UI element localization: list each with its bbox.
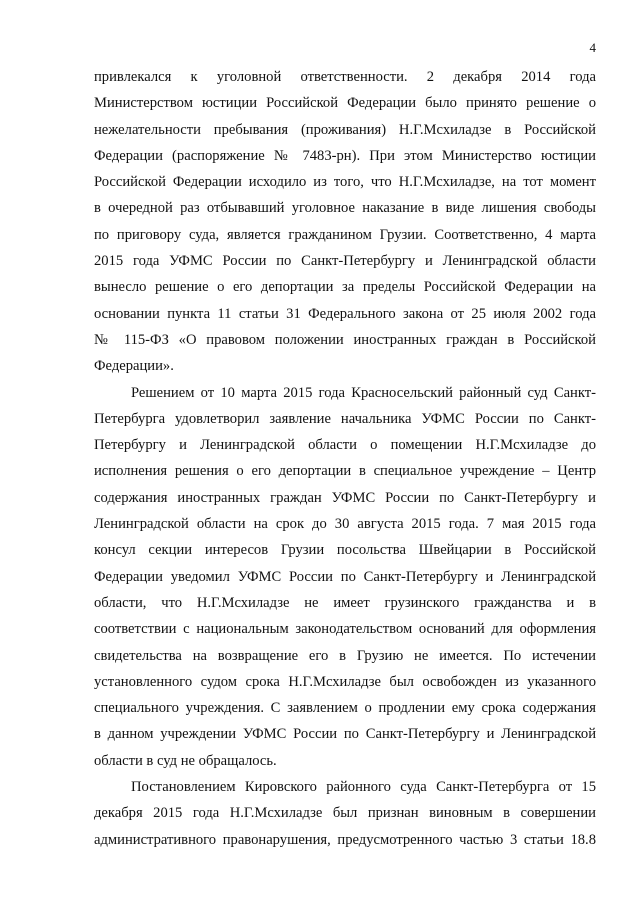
text-line: № 115-ФЗ «О правовом положении иностранных граждан в Российской xyxy=(94,331,596,348)
text-line: Ленинградской области на срок до 30 августа 2015 года. 7 мая 2015 года xyxy=(94,516,596,533)
paragraph-3 xyxy=(94,774,596,853)
text-line: Российской Федерации исходило из того, что Н.Г.Мсхиладзе, на тот момент xyxy=(94,174,596,191)
text-line: соответствии с национальным законодательством оснований для оформления xyxy=(94,621,596,638)
text-line: Решением от 10 марта 2015 года Красносельский районный суд Санкт- xyxy=(131,384,596,401)
paragraph-2 xyxy=(94,380,596,774)
text-line: Петербургу и Ленинградской области о помещении Н.Г.Мсхиладзе до xyxy=(94,437,596,454)
body-text xyxy=(94,64,596,853)
text-line: Федерации уведомил УФМС России по Санкт-Петербургу и Ленинградской xyxy=(94,568,596,585)
text-line: основании пункта 11 статьи 31 Федерального закона от 25 июля 2002 года xyxy=(94,305,596,322)
text-line: в данном учреждении УФМС России по Санкт-Петербургу и Ленинградской xyxy=(94,726,596,743)
text-line: в очередной раз отбывавший уголовное наказание в виде лишения свободы xyxy=(94,200,596,217)
text-line: нежелательности пребывания (проживания) Н.Г.Мсхиладзе в Российской xyxy=(94,121,596,138)
text-line: декабря 2015 года Н.Г.Мсхиладзе был признан виновным в совершении xyxy=(94,805,596,822)
text-line: специального учреждения. С заявлением о продлении ему срока содержания xyxy=(94,700,596,717)
text-line: 2015 года УФМС России по Санкт-Петербургу и Ленинградской области xyxy=(94,253,596,270)
text-line: Петербурга удовлетворил заявление начальника УФМС России по Санкт- xyxy=(94,410,596,427)
text-line: административного правонарушения, предусмотренного частью 3 статьи 18.8 xyxy=(94,831,596,848)
text-line: Федерации». xyxy=(94,358,174,375)
text-line: Министерством юстиции Российской Федерации было принято решение о xyxy=(94,95,596,112)
text-line: свидетельства на возвращение его в Грузию не имеется. По истечении xyxy=(94,647,596,664)
text-line: консул секции интересов Грузии посольства Швейцарии в Российской xyxy=(94,542,596,559)
text-line: области в суд не обращалось. xyxy=(94,752,277,769)
text-line: Федерации (распоряжение № 7483-рн). При этом Министерство юстиции xyxy=(94,147,596,164)
page-number: 4 xyxy=(589,40,596,55)
paragraph-1 xyxy=(94,64,596,380)
text-line: исполнения решения о его депортации в специальное учреждение – Центр xyxy=(94,463,596,480)
text-line: области, что Н.Г.Мсхиладзе не имеет грузинского гражданства и в xyxy=(94,594,596,611)
text-line: Постановлением Кировского районного суда Санкт-Петербурга от 15 xyxy=(131,779,596,796)
text-line: по приговору суда, является гражданином Грузии. Соответственно, 4 марта xyxy=(94,226,596,243)
text-line: содержания иностранных граждан УФМС России по Санкт-Петербургу и xyxy=(94,489,596,506)
text-line: привлекался к уголовной ответственности. 2 декабря 2014 года xyxy=(94,69,596,85)
text-line: установленного судом срока Н.Г.Мсхиладзе был освобожден из указанного xyxy=(94,673,596,690)
text-line: вынесло решение о его депортации за пределы Российской Федерации на xyxy=(94,279,596,296)
